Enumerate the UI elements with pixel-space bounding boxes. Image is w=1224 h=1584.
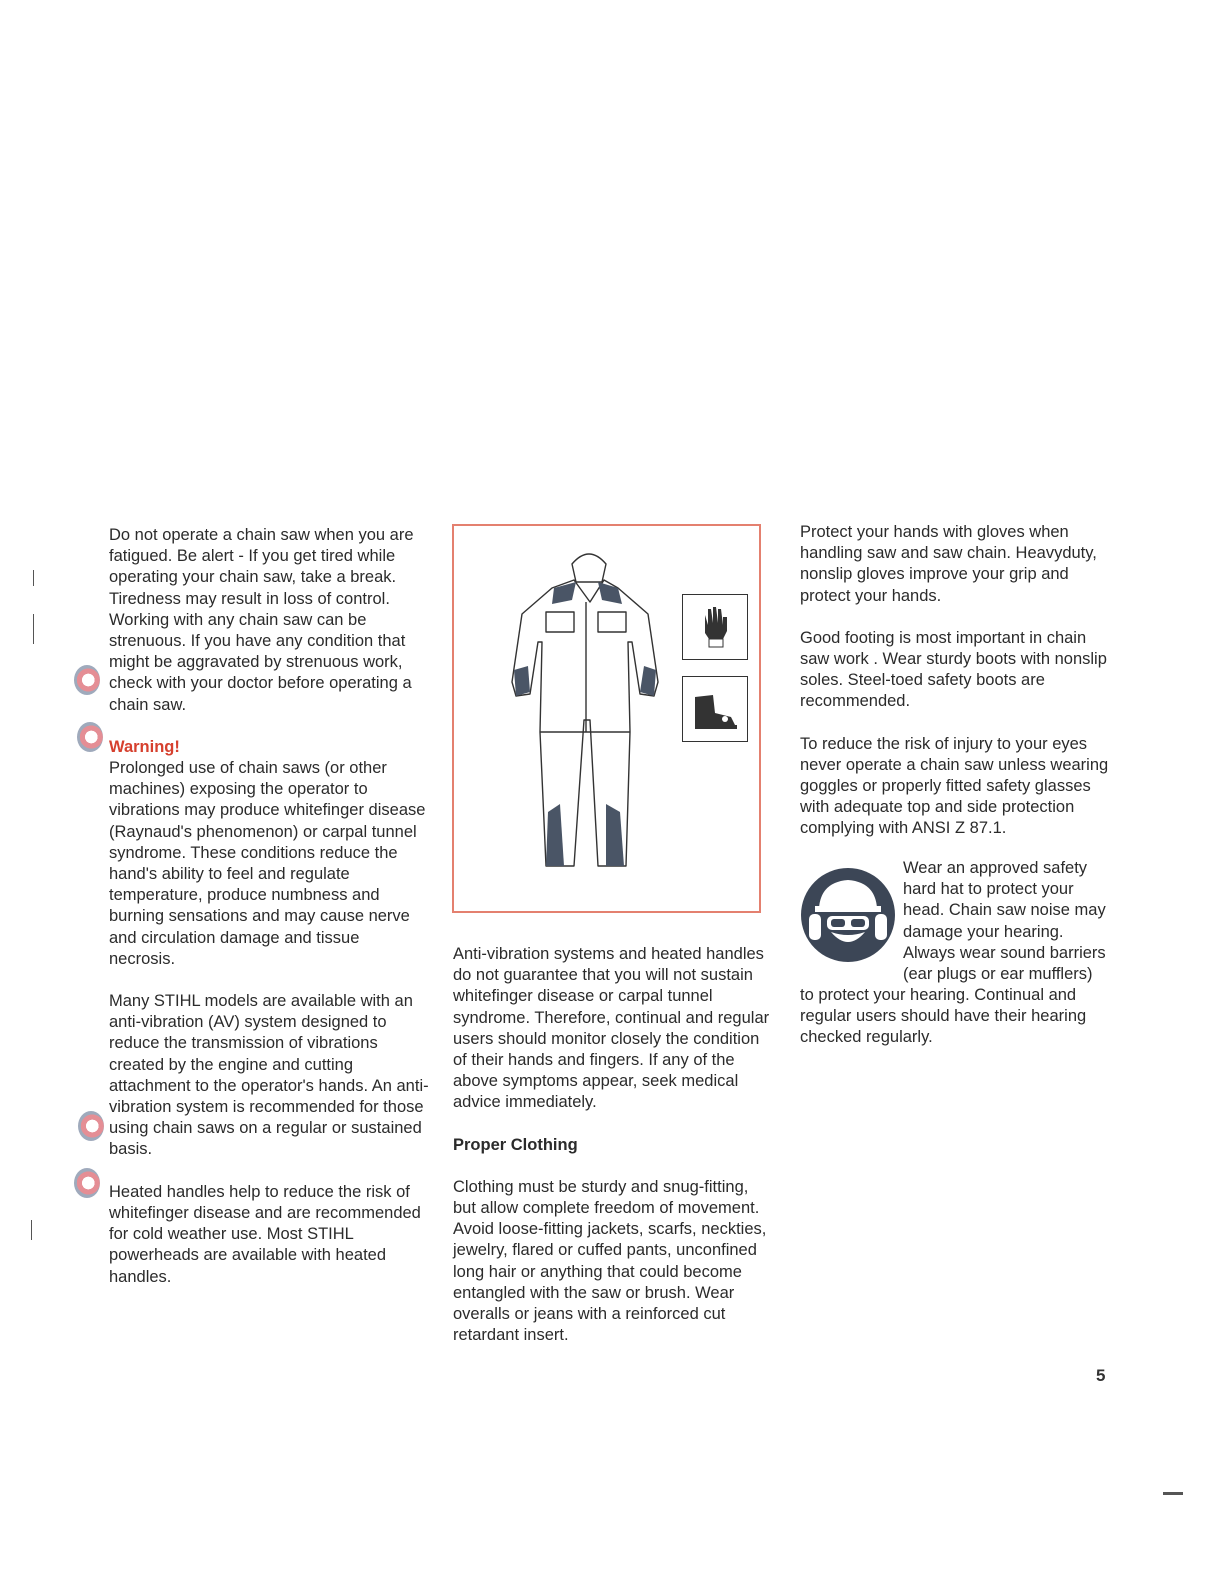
binder-hole-marker bbox=[74, 1168, 100, 1198]
boot-pictogram bbox=[682, 676, 748, 742]
glove-icon bbox=[683, 595, 746, 658]
eye-protection-paragraph: To reduce the risk of injury to your eyes never operate a chain saw unless wearing goggles or properly fitted safety glasses with adequate top and side protection complying with ANSI Z 87.1. bbox=[800, 734, 1109, 838]
helmet-goggles-earmuff-icon bbox=[799, 866, 897, 964]
scan-edge-mark bbox=[1163, 1492, 1183, 1495]
binder-hole-marker bbox=[74, 665, 100, 695]
column-right bbox=[800, 522, 1120, 861]
av-system-paragraph: Many STIHL models are available with an anti-vibration (AV) system designed to reduce the transmission of vibrations created by the engine and cutting attachment to the operator's hands. An anti-vibration system is recommended for those using chain saws on a regular or sustained basis. bbox=[109, 992, 429, 1159]
glove-pictogram bbox=[682, 594, 748, 660]
page-number: 5 bbox=[1096, 1366, 1106, 1385]
binder-hole-marker bbox=[77, 722, 103, 752]
coverall-illustration bbox=[494, 542, 694, 872]
av-guarantee-paragraph: Anti-vibration systems and heated handles do not guarantee that you will not sustain whitefinger disease or carpal tunnel syndrome. Therefore, continual and regular users should monitor closely the condition of their hands and fingers. If any of the above symptoms appear, seek medical advice immediately. bbox=[453, 945, 770, 1112]
boot-icon bbox=[683, 677, 746, 740]
fatigue-paragraph: Do not operate a chain saw when you are fatigued. Be alert - If you get tired while operating your chain saw, take a break. Tiredness may result in loss of control. Working with any chain saw can be strenuous. If you have any condition that might be aggravated by strenuous work, check with your doctor before operating a chain saw. bbox=[109, 526, 414, 714]
warning-text: Prolonged use of chain saws (or other machines) exposing the operator to vibrations may produce whitefinger disease (Raynaud's phenomenon) or carpal tunnel syndrome. These conditions reduce the hand's ability to feel and regulate temperature, produce numbness and burning sensations and may cause nerve and circulation damage and tissue necrosis. bbox=[109, 759, 426, 968]
scan-edge-mark bbox=[31, 1220, 32, 1240]
column-middle bbox=[453, 944, 771, 1367]
scan-edge-mark bbox=[33, 614, 34, 644]
binder-hole-marker bbox=[78, 1111, 104, 1141]
helmet-paragraph: Wear an approved safety hard hat to protect your head. Chain saw noise may damage your hearing. Always wear sound barriers (ear plugs or ear mufflers) bbox=[903, 859, 1106, 984]
warning-block bbox=[109, 737, 429, 970]
protective-clothing-figure bbox=[452, 524, 761, 913]
scan-edge-mark bbox=[33, 570, 34, 586]
footing-paragraph: Good footing is most important in chain saw work . Wear sturdy boots with nonslip soles. Steel-toed safety boots are recommended. bbox=[800, 628, 1107, 711]
warning-title: Warning! bbox=[109, 737, 180, 756]
helmet-paragraph-continued: to protect your hearing. Continual and regular users should have their hearing checked regularly. bbox=[800, 986, 1087, 1047]
column-left bbox=[109, 525, 429, 1309]
proper-clothing-heading: Proper Clothing bbox=[453, 1135, 578, 1154]
heated-handles-paragraph: Heated handles help to reduce the risk of whitefinger disease and are recommended for cold weather use. Most STIHL powerheads are available with heated handles. bbox=[109, 1182, 421, 1286]
gloves-paragraph: Protect your hands with gloves when handling saw and saw chain. Heavyduty, nonslip gloves improve your grip and protect your hands. bbox=[800, 523, 1097, 605]
clothing-paragraph: Clothing must be sturdy and snug-fitting, but allow complete freedom of movement. Avoid loose-fitting jackets, scarfs, neckties, jewelry, flared or cuffed pants, unconfined long hair or anything that could become entangled with the saw or brush. Wear overalls or jeans with a reinforced cut retardant insert. bbox=[453, 1177, 767, 1345]
